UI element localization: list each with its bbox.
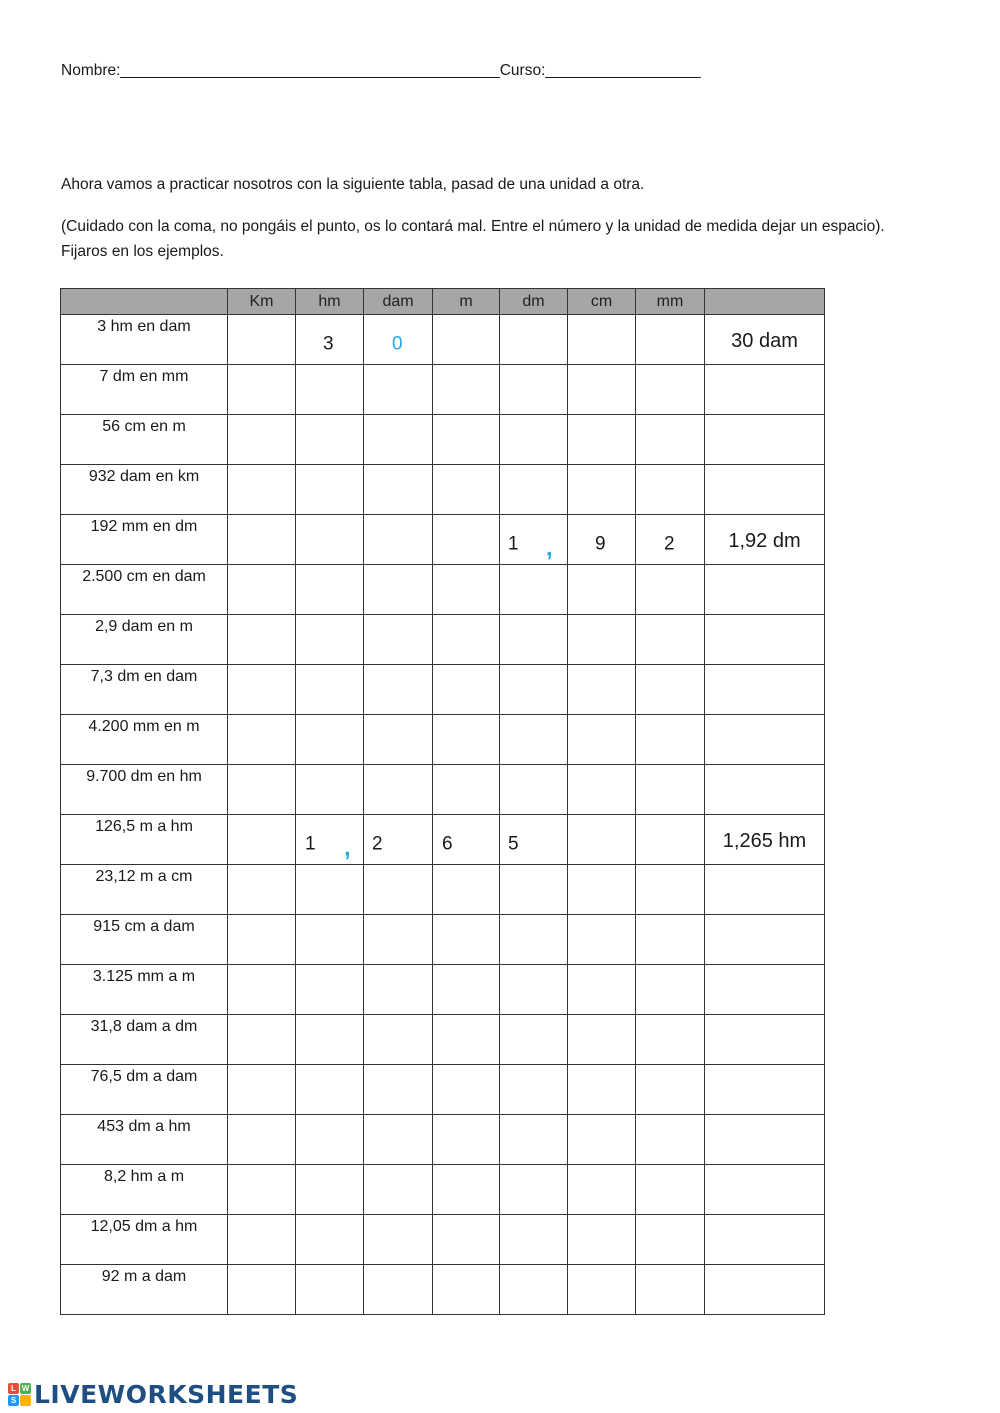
- table-row: [61, 565, 825, 615]
- input-cell-hm[interactable]: [296, 365, 364, 415]
- result-cell[interactable]: [705, 665, 825, 715]
- input-cell-dm[interactable]: [500, 315, 568, 365]
- result-cell[interactable]: [705, 1165, 825, 1215]
- input-cell-dm[interactable]: [500, 1165, 568, 1215]
- row-label: 932 dam en km: [61, 465, 228, 515]
- input-cell-cm[interactable]: [568, 565, 636, 615]
- input-cell-m[interactable]: [433, 1115, 500, 1165]
- input-cell-dam[interactable]: [364, 1115, 433, 1165]
- instruction-line-2: (Cuidado con la coma, no pongáis el punto, os lo contará mal. Entre el número y la unidad de medida dejar un espacio). Fijaros en los ejemplos.: [61, 218, 885, 260]
- input-cell-mm[interactable]: [636, 815, 705, 865]
- input-cell-cm[interactable]: [568, 365, 636, 415]
- header-hm: hm: [296, 289, 364, 315]
- result-value: 30 dam: [731, 330, 798, 352]
- input-cell-mm[interactable]: [636, 1065, 705, 1115]
- input-cell-dam[interactable]: [364, 315, 433, 365]
- result-cell[interactable]: [705, 365, 825, 415]
- header-result: [705, 289, 825, 315]
- example-digit: 1: [508, 532, 519, 554]
- input-cell-dam[interactable]: [364, 1165, 433, 1215]
- row-label: 3.125 mm a m: [61, 965, 228, 1015]
- row-label: 76,5 dm a dam: [61, 1065, 228, 1115]
- result-value: 1,92 dm: [728, 530, 801, 552]
- example-digit: 2: [372, 832, 383, 854]
- input-cell-hm[interactable]: [296, 765, 364, 815]
- table-row: [61, 665, 825, 715]
- input-cell-dm[interactable]: [500, 1065, 568, 1115]
- input-cell-dam[interactable]: [364, 1215, 433, 1265]
- input-cell-dam[interactable]: [364, 565, 433, 615]
- input-cell-km[interactable]: [228, 915, 296, 965]
- input-cell-dam[interactable]: [364, 915, 433, 965]
- input-cell-hm[interactable]: [296, 615, 364, 665]
- input-cell-m[interactable]: [433, 815, 500, 865]
- input-cell-hm[interactable]: [296, 915, 364, 965]
- result-cell[interactable]: [705, 715, 825, 765]
- input-cell-dm[interactable]: [500, 415, 568, 465]
- logo-mark-icon: L W S: [8, 1383, 31, 1406]
- row-label: 915 cm a dam: [61, 915, 228, 965]
- table-header-row: [61, 289, 825, 315]
- example-digit: 5: [508, 832, 519, 854]
- header-line: [61, 62, 701, 80]
- result-cell[interactable]: [705, 1015, 825, 1065]
- logo-text: LIVEWORKSHEETS: [34, 1380, 299, 1409]
- input-cell-hm[interactable]: [296, 715, 364, 765]
- input-cell-dam[interactable]: [364, 365, 433, 415]
- input-cell-dam[interactable]: [364, 615, 433, 665]
- input-cell-cm[interactable]: [568, 1015, 636, 1065]
- input-cell-mm[interactable]: [636, 715, 705, 765]
- result-cell[interactable]: [705, 765, 825, 815]
- row-label: 453 dm a hm: [61, 1115, 228, 1165]
- result-cell[interactable]: [705, 565, 825, 615]
- input-cell-cm[interactable]: [568, 765, 636, 815]
- input-cell-dam[interactable]: [364, 815, 433, 865]
- input-cell-km[interactable]: [228, 1115, 296, 1165]
- input-cell-hm[interactable]: [296, 1115, 364, 1165]
- table-row: [61, 1265, 825, 1315]
- input-cell-hm[interactable]: [296, 1165, 364, 1215]
- input-cell-km[interactable]: [228, 365, 296, 415]
- input-cell-km[interactable]: [228, 415, 296, 465]
- input-cell-dam[interactable]: [364, 515, 433, 565]
- input-cell-m[interactable]: [433, 1265, 500, 1315]
- table-row: [61, 365, 825, 415]
- input-cell-m[interactable]: [433, 315, 500, 365]
- input-cell-dm[interactable]: [500, 565, 568, 615]
- input-cell-hm[interactable]: [296, 315, 364, 365]
- example-digit: 2: [664, 532, 675, 554]
- input-cell-cm[interactable]: [568, 1165, 636, 1215]
- table-row: [61, 715, 825, 765]
- input-cell-mm[interactable]: [636, 1265, 705, 1315]
- input-cell-cm[interactable]: [568, 815, 636, 865]
- result-cell[interactable]: [705, 1065, 825, 1115]
- table-row: [61, 765, 825, 815]
- row-label: 3 hm en dam: [61, 315, 228, 365]
- input-cell-cm[interactable]: [568, 715, 636, 765]
- input-cell-mm[interactable]: [636, 515, 705, 565]
- result-cell[interactable]: [705, 1215, 825, 1265]
- row-label: 4.200 mm en m: [61, 715, 228, 765]
- input-cell-dam[interactable]: [364, 1065, 433, 1115]
- row-label: 8,2 hm a m: [61, 1165, 228, 1215]
- input-cell-dam[interactable]: [364, 665, 433, 715]
- input-cell-dm[interactable]: [500, 1015, 568, 1065]
- input-cell-cm[interactable]: [568, 665, 636, 715]
- input-cell-dm[interactable]: [500, 515, 568, 565]
- input-cell-dam[interactable]: [364, 465, 433, 515]
- result-cell[interactable]: [705, 1115, 825, 1165]
- input-cell-mm[interactable]: [636, 1215, 705, 1265]
- table-row: [61, 515, 825, 565]
- input-cell-mm[interactable]: [636, 915, 705, 965]
- result-cell[interactable]: [705, 415, 825, 465]
- row-label: 56 cm en m: [61, 415, 228, 465]
- table-row: [61, 1015, 825, 1065]
- input-cell-dm[interactable]: [500, 365, 568, 415]
- input-cell-dm[interactable]: [500, 615, 568, 665]
- input-cell-mm[interactable]: [636, 1115, 705, 1165]
- example-digit: 6: [442, 832, 453, 854]
- input-cell-km[interactable]: [228, 665, 296, 715]
- input-cell-dm[interactable]: [500, 1215, 568, 1265]
- row-label: 126,5 m a hm: [61, 815, 228, 865]
- row-label: 192 mm en dm: [61, 515, 228, 565]
- input-cell-mm[interactable]: [636, 615, 705, 665]
- input-cell-km[interactable]: [228, 1065, 296, 1115]
- input-cell-mm[interactable]: [636, 565, 705, 615]
- input-cell-m[interactable]: [433, 365, 500, 415]
- input-cell-hm[interactable]: [296, 1015, 364, 1065]
- input-cell-hm[interactable]: [296, 465, 364, 515]
- table-row: [61, 1065, 825, 1115]
- input-cell-dam[interactable]: [364, 765, 433, 815]
- input-cell-km[interactable]: [228, 1215, 296, 1265]
- input-cell-cm[interactable]: [568, 965, 636, 1015]
- input-cell-dm[interactable]: [500, 765, 568, 815]
- table-row: [61, 815, 825, 865]
- result-cell[interactable]: [705, 465, 825, 515]
- result-cell[interactable]: [705, 515, 825, 565]
- input-cell-m[interactable]: [433, 765, 500, 815]
- input-cell-km[interactable]: [228, 965, 296, 1015]
- row-label: 2,9 dam en m: [61, 615, 228, 665]
- example-digit: 9: [595, 532, 606, 554]
- input-cell-dm[interactable]: [500, 865, 568, 915]
- table-row: [61, 615, 825, 665]
- result-cell[interactable]: [705, 815, 825, 865]
- row-label: 92 m a dam: [61, 1265, 228, 1315]
- row-label: 12,05 dm a hm: [61, 1215, 228, 1265]
- input-cell-hm[interactable]: [296, 965, 364, 1015]
- input-cell-dam[interactable]: [364, 1015, 433, 1065]
- input-cell-km[interactable]: [228, 1015, 296, 1065]
- conversion-table: [60, 288, 825, 1315]
- input-cell-cm[interactable]: [568, 515, 636, 565]
- input-cell-cm[interactable]: [568, 915, 636, 965]
- example-digit: 0: [392, 332, 403, 354]
- row-label: 31,8 dam a dm: [61, 1015, 228, 1065]
- nombre-label[interactable]: Nombre:____________________________________________: [61, 62, 500, 79]
- input-cell-mm[interactable]: [636, 1165, 705, 1215]
- row-label: 7 dm en mm: [61, 365, 228, 415]
- row-label: 9.700 dm en hm: [61, 765, 228, 815]
- result-cell[interactable]: [705, 315, 825, 365]
- input-cell-m[interactable]: [433, 1065, 500, 1115]
- input-cell-hm[interactable]: [296, 1215, 364, 1265]
- table-row: [61, 1215, 825, 1265]
- input-cell-dm[interactable]: [500, 815, 568, 865]
- row-label: 7,3 dm en dam: [61, 665, 228, 715]
- result-cell[interactable]: [705, 915, 825, 965]
- input-cell-mm[interactable]: [636, 315, 705, 365]
- input-cell-mm[interactable]: [636, 865, 705, 915]
- input-cell-mm[interactable]: [636, 365, 705, 415]
- input-cell-cm[interactable]: [568, 1265, 636, 1315]
- input-cell-hm[interactable]: [296, 515, 364, 565]
- input-cell-hm[interactable]: [296, 815, 364, 865]
- table-row: [61, 1115, 825, 1165]
- table-row: [61, 1165, 825, 1215]
- input-cell-dam[interactable]: [364, 415, 433, 465]
- input-cell-m[interactable]: [433, 915, 500, 965]
- result-cell[interactable]: [705, 615, 825, 665]
- input-cell-cm[interactable]: [568, 415, 636, 465]
- header-km: Km: [228, 289, 296, 315]
- header-cm: cm: [568, 289, 636, 315]
- row-label: 2.500 cm en dam: [61, 565, 228, 615]
- input-cell-hm[interactable]: [296, 415, 364, 465]
- input-cell-mm[interactable]: [636, 1015, 705, 1065]
- result-cell[interactable]: [705, 865, 825, 915]
- table-row: [61, 915, 825, 965]
- input-cell-dam[interactable]: [364, 1265, 433, 1315]
- input-cell-dm[interactable]: [500, 715, 568, 765]
- input-cell-hm[interactable]: [296, 565, 364, 615]
- input-cell-cm[interactable]: [568, 1115, 636, 1165]
- input-cell-mm[interactable]: [636, 465, 705, 515]
- input-cell-km[interactable]: [228, 465, 296, 515]
- input-cell-km[interactable]: [228, 315, 296, 365]
- input-cell-hm[interactable]: [296, 1065, 364, 1115]
- input-cell-cm[interactable]: [568, 615, 636, 665]
- input-cell-mm[interactable]: [636, 965, 705, 1015]
- input-cell-km[interactable]: [228, 765, 296, 815]
- input-cell-dm[interactable]: [500, 1115, 568, 1165]
- input-cell-hm[interactable]: [296, 865, 364, 915]
- input-cell-mm[interactable]: [636, 665, 705, 715]
- input-cell-dm[interactable]: [500, 1265, 568, 1315]
- liveworksheets-logo: [8, 1380, 298, 1409]
- input-cell-dam[interactable]: [364, 715, 433, 765]
- input-cell-hm[interactable]: [296, 665, 364, 715]
- example-digit: 1: [305, 832, 316, 854]
- header-mm: mm: [636, 289, 705, 315]
- example-digit: 3: [323, 332, 334, 354]
- result-cell[interactable]: [705, 965, 825, 1015]
- input-cell-km[interactable]: [228, 515, 296, 565]
- table-row: [61, 415, 825, 465]
- input-cell-km[interactable]: [228, 715, 296, 765]
- input-cell-dm[interactable]: [500, 665, 568, 715]
- input-cell-cm[interactable]: [568, 1215, 636, 1265]
- input-cell-dam[interactable]: [364, 865, 433, 915]
- table-row: [61, 465, 825, 515]
- input-cell-dm[interactable]: [500, 465, 568, 515]
- input-cell-m[interactable]: [433, 715, 500, 765]
- input-cell-cm[interactable]: [568, 465, 636, 515]
- input-cell-m[interactable]: [433, 565, 500, 615]
- table-row: [61, 865, 825, 915]
- input-cell-m[interactable]: [433, 965, 500, 1015]
- table-row: [61, 315, 825, 365]
- input-cell-m[interactable]: [433, 1215, 500, 1265]
- example-comma: ,: [546, 533, 553, 561]
- header-dam: dam: [364, 289, 433, 315]
- input-cell-km[interactable]: [228, 815, 296, 865]
- header-label-col: [61, 289, 228, 315]
- table-row: [61, 965, 825, 1015]
- input-cell-km[interactable]: [228, 1165, 296, 1215]
- input-cell-dam[interactable]: [364, 965, 433, 1015]
- input-cell-cm[interactable]: [568, 315, 636, 365]
- input-cell-m[interactable]: [433, 665, 500, 715]
- input-cell-m[interactable]: [433, 1015, 500, 1065]
- curso-label[interactable]: Curso:__________________: [499, 62, 701, 79]
- input-cell-m[interactable]: [433, 1165, 500, 1215]
- input-cell-mm[interactable]: [636, 765, 705, 815]
- input-cell-cm[interactable]: [568, 1065, 636, 1115]
- input-cell-dm[interactable]: [500, 915, 568, 965]
- input-cell-km[interactable]: [228, 615, 296, 665]
- input-cell-m[interactable]: [433, 415, 500, 465]
- example-comma: ,: [344, 833, 351, 861]
- header-m: m: [433, 289, 500, 315]
- input-cell-m[interactable]: [433, 465, 500, 515]
- input-cell-km[interactable]: [228, 1265, 296, 1315]
- header-dm: dm: [500, 289, 568, 315]
- input-cell-km[interactable]: [228, 865, 296, 915]
- input-cell-m[interactable]: [433, 615, 500, 665]
- input-cell-hm[interactable]: [296, 1265, 364, 1315]
- result-cell[interactable]: [705, 1265, 825, 1315]
- input-cell-mm[interactable]: [636, 415, 705, 465]
- row-label: 23,12 m a cm: [61, 865, 228, 915]
- input-cell-m[interactable]: [433, 865, 500, 915]
- input-cell-m[interactable]: [433, 515, 500, 565]
- instruction-line-1: Ahora vamos a practicar nosotros con la siguiente tabla, pasad de una unidad a otra.: [61, 176, 645, 193]
- input-cell-dm[interactable]: [500, 965, 568, 1015]
- input-cell-cm[interactable]: [568, 865, 636, 915]
- result-value: 1,265 hm: [722, 830, 807, 852]
- input-cell-km[interactable]: [228, 565, 296, 615]
